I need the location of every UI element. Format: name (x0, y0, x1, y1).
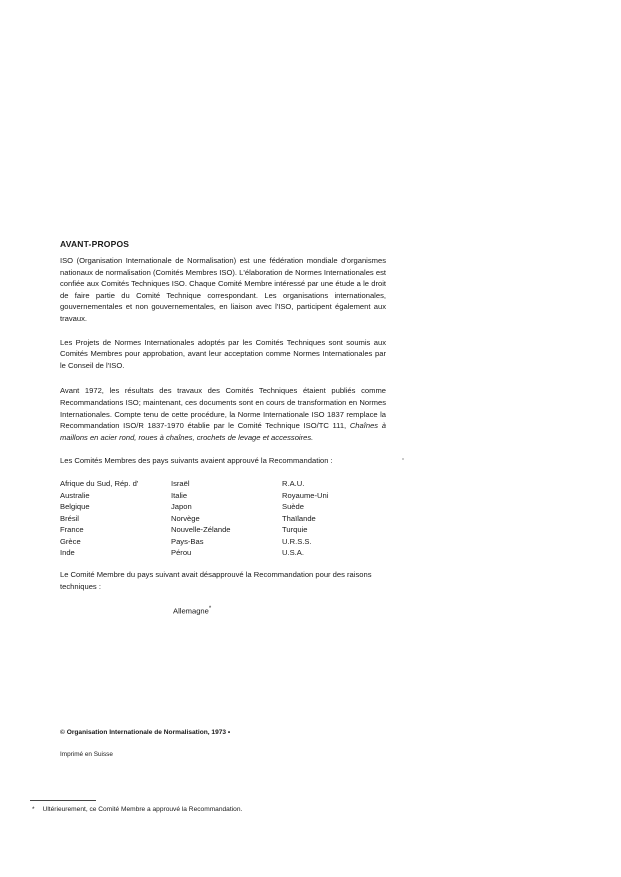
disapproving-country (173, 604, 386, 617)
country-item: Royaume-Uni (282, 490, 329, 500)
countries-column-1 (60, 478, 171, 559)
paragraph-draft-standards: Les Projets de Normes Internationales adoptés par les Comités Techniques sont soumis aux Comités Membres pour approbation, avant leur acceptation comme Normes Internationales par le Conseil de l'ISO. (60, 337, 386, 370)
imprint-notice: Imprimé en Suisse (60, 751, 113, 758)
country-item: Norvège (171, 513, 200, 523)
country-item: Nouvelle-Zélande (171, 525, 231, 535)
country-item: Afrique du Sud, Rép. d' (60, 478, 139, 488)
country-item: Belgique (60, 502, 90, 512)
approving-countries-list (60, 478, 386, 559)
footnote (32, 806, 242, 813)
copyright-notice: © Organisation Internationale de Normalisation, 1973 • (60, 729, 231, 736)
history-text: Avant 1972, les résultats des travaux des Comités Techniques étaient publiés comme Recommandations ISO; maintenant, ces documents sont en cours de transformation en Normes Internationales. Compte tenu de cette procédure, la Norme Internationale ISO 1837 remplace la Recommandation ISO/R 1837-1970 établie par le Comité Technique ISO/TC 111, (60, 386, 386, 431)
paragraph-history (60, 385, 386, 443)
country-item: Grèce (60, 536, 81, 546)
country-item: Suède (282, 502, 304, 512)
countries-column-3 (282, 478, 382, 559)
country-item: Japon (171, 502, 192, 512)
countries-column-2 (171, 478, 282, 559)
scan-speck (402, 458, 404, 460)
country-item: U.S.A. (282, 548, 304, 558)
country-item: U.R.S.S. (282, 536, 312, 546)
disapproved-intro: Le Comité Membre du pays suivant avait désapprouvé la Recommandation pour des raisons techniques : (60, 570, 372, 591)
approved-intro: Les Comités Membres des pays suivants avaient approuvé la Recommandation : (60, 456, 333, 466)
country-item: Turquie (282, 525, 308, 535)
country-item: Brésil (60, 513, 79, 523)
footnote-reference: * (208, 606, 212, 613)
country-item: Thaïlande (282, 513, 316, 523)
country-item: Australie (60, 490, 90, 500)
foreword-section (60, 239, 386, 617)
paragraph-iso-intro: ISO (Organisation Internationale de Normalisation) est une fédération mondiale d'organismes nationaux de normalisation (Comités Membres ISO). L'élaboration de Normes Internationales est confiée aux Comités Techniques ISO. Chaque Comité Membre intéressé par une étude a le droit de faire partie du Comité Technique correspondant. Les organisations internationales, gouvernementales et non gouvernementales, en liaison avec l'ISO, participent également aux travaux. (60, 256, 386, 323)
country-item: R.A.U. (282, 478, 305, 488)
country-item: Israël (171, 478, 190, 488)
footnote-text: Ultérieurement, ce Comité Membre a approuvé la Recommandation. (42, 806, 243, 813)
country-item: Pérou (171, 548, 192, 558)
standard-title: Chaînes à maillons en acier rond, roues à chaînes, crochets de levage et accessoires. (60, 421, 386, 442)
footnote-mark: * (32, 806, 35, 813)
country-item: Inde (60, 548, 75, 558)
country-item: Pays-Bas (171, 536, 204, 546)
foreword-heading: AVANT-PROPOS (60, 239, 130, 249)
disapproving-country-name: Allemagne (173, 606, 209, 616)
footnote-divider (30, 800, 96, 801)
country-item: France (60, 525, 84, 535)
country-item: Italie (171, 490, 188, 500)
